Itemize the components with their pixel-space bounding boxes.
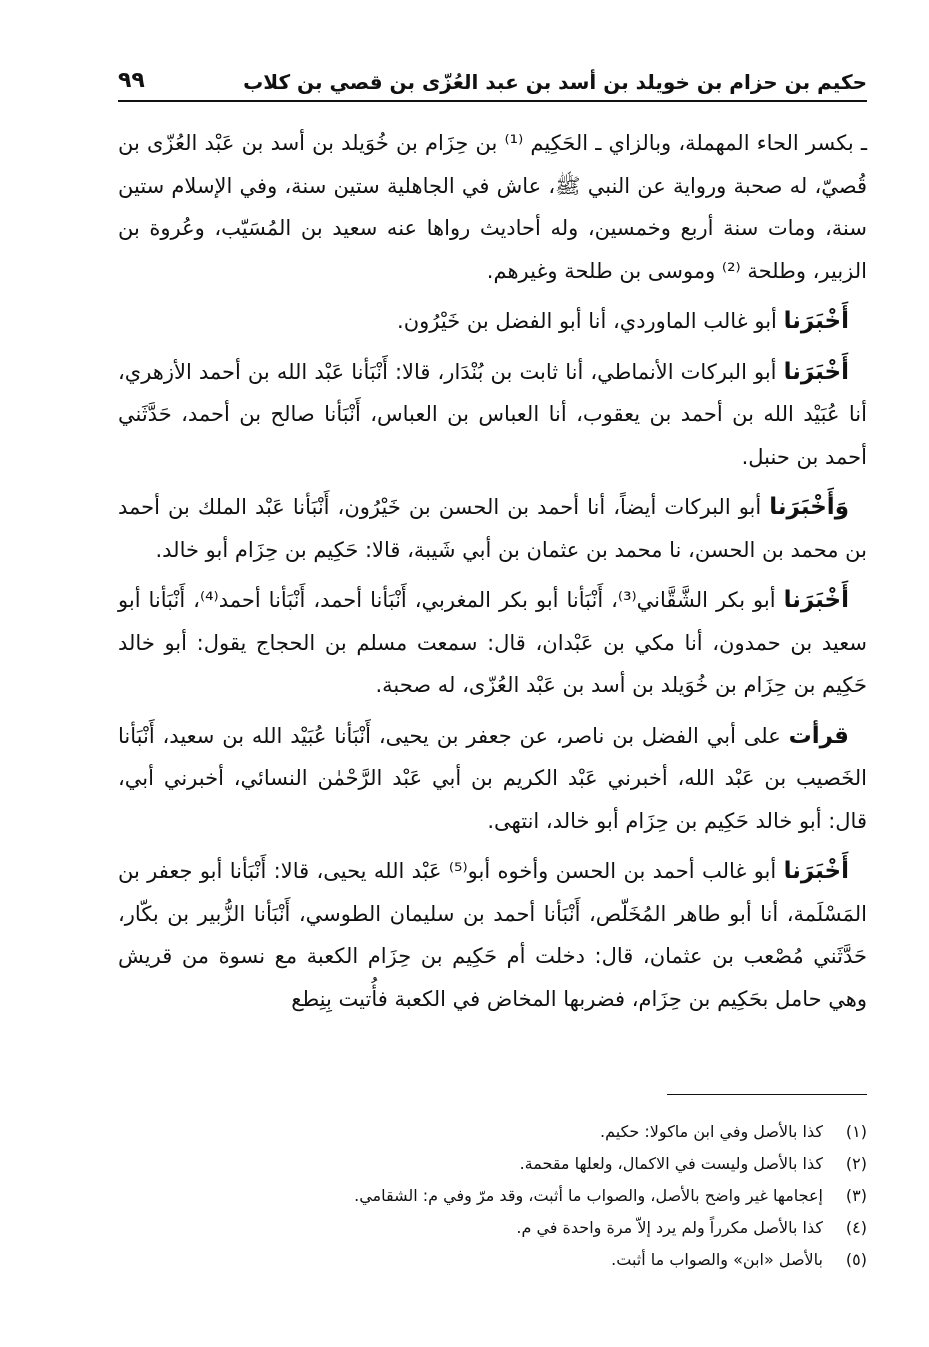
header-title: حكيم بن حزام بن خويلد بن أسد بن عبد العُزّى بن قصي بن كلاب — [243, 70, 867, 94]
main-text — [118, 122, 867, 1028]
paragraph-7 — [118, 850, 867, 1020]
footnote-number: (٢) — [845, 1154, 867, 1173]
paragraph-4 — [118, 486, 867, 571]
footnote-text: بالأصل «ابن» والصواب ما أثبت. — [611, 1250, 823, 1269]
footnote-number: (٣) — [845, 1186, 867, 1205]
paragraph-3 — [118, 351, 867, 479]
footnote-text: كذا بالأصل مكرراً ولم يرد إلاّ مرة واحدة في م. — [516, 1218, 823, 1237]
paragraph-lead: أَخْبَرَنا — [783, 587, 849, 613]
paragraph-text: ـ بكسر الحاء المهملة، وبالزاي ـ الحَكِيم ⁽¹⁾ بن حِزَام بن خُوَيلد بن أسد بن عَبْد العُزّى بن قُصيّ، له صحبة ورواية عن النبي ﷺ، عاش في الجاهلية ستين سنة، وفي الإسلام ستين سنة، ومات سنة أربع وخمسين، وله أحاديث رواها عنه سعيد بن المُسَيّب، وعُروة بن الزبير، وطلحة ⁽²⁾ وموسى بن طلحة وغيرهم. — [118, 131, 867, 283]
footnote — [118, 1212, 867, 1244]
paragraph-text: أبو البركات الأنماطي، أنا ثابت بن بُنْدَار، قالا: أَنْبَأنا عَبْد الله بن أحمد الأزهري، أنا عُبَيْد الله بن أحمد بن يعقوب، أنا العباس بن العباس، أَنْبَأنا صالح بن أحمد، حَدَّثَني أحمد بن حنبل. — [118, 359, 867, 469]
footnote-text: إعجامها غير واضح بالأصل، والصواب ما أثبت، وقد مرّ وفي م: الشقامي. — [354, 1186, 823, 1205]
running-header — [118, 62, 867, 102]
paragraph-2 — [118, 300, 867, 343]
paragraph-lead: وَأَخْبَرَنا — [769, 494, 849, 520]
footnote-number: (٥) — [845, 1250, 867, 1269]
footnote — [118, 1244, 867, 1276]
paragraph-lead: قرأت — [788, 722, 849, 749]
paragraph-text: أبو البركات أيضاً، أنا أحمد بن الحسن بن خَيْرُون، أَنْبَأنا عَبْد الملك بن أحمد بن محمد بن الحسن، نا محمد بن عثمان بن أبي شَيبة، قالا: حَكِيم بن حِزَام أبو خالد. — [118, 495, 867, 562]
footnote-text: كذا بالأصل وفي ابن ماكولا: حكيم. — [600, 1122, 823, 1141]
paragraph-5 — [118, 579, 867, 707]
footnote-text: كذا بالأصل وليست في الاكمال، ولعلها مقحمة. — [519, 1154, 823, 1173]
footnote-divider — [667, 1094, 867, 1095]
footnote — [118, 1180, 867, 1212]
paragraph-1 — [118, 122, 867, 292]
footnote — [118, 1116, 867, 1148]
paragraph-lead: أَخْبَرَنا — [783, 858, 850, 884]
footnote — [118, 1148, 867, 1180]
footnote-number: (١) — [845, 1122, 867, 1141]
paragraph-text: على أبي الفضل بن ناصر، عن جعفر بن يحيى، أَنْبَأنا عُبَيْد الله بن سعيد، أَنْبَأنا الخَصيب بن عَبْد الله، أخبرني عَبْد الكريم بن أبي عَبْد الرَّحْمٰن النسائي، أخبرني أبي، قال: أبو خالد حَكِيم بن حِزَام أبو خالد، انتهى. — [118, 723, 867, 833]
paragraph-lead: أَخْبَرَنا — [783, 358, 849, 385]
footnotes — [118, 1116, 867, 1276]
paragraph-6 — [118, 715, 867, 843]
paragraph-text: أبو بكر الشَّقَّاني⁽³⁾، أَنْبَأنا أبو بكر المغربي، أَنْبَأنا أحمد، أَنْبَأنا أحمد⁽⁴⁾، أَنْبَأنا أبو سعيد بن حمدون، أنا مكي بن عَبْدان، قال: سمعت مسلم بن الحجاج يقول: أبو خالد حَكِيم بن حِزَام بن خُوَيلد بن أسد بن عَبْد العُزّى، له صحبة. — [118, 588, 867, 697]
footnote-number: (٤) — [845, 1218, 867, 1237]
paragraph-text: أبو غالب الماوردي، أنا أبو الفضل بن خَيْرُون. — [397, 309, 784, 333]
paragraph-text: أبو غالب أحمد بن الحسن وأخوه أبو⁽⁵⁾ عَبْد الله يحيى، قالا: أَنْبَأنا أبو جعفر بن المَسْلَمة، أنا أبو طاهر المُخَلّص، أَنْبَأنا أحمد بن سليمان الطوسي، أَنْبَأنا الزُّبير بن بكّار، حَدَّثَني مُصْعب بن عثمان، قال: دخلت أم حَكِيم بن حِزَام الكعبة مع نسوة من قريش وهي حامل بحَكِيم بن حِزَام، فضربها المخاض في الكعبة فأُتيت بِنِطع — [118, 859, 867, 1011]
paragraph-lead: أَخْبَرَنا — [783, 308, 849, 334]
page-number: ٩٩ — [118, 68, 145, 93]
